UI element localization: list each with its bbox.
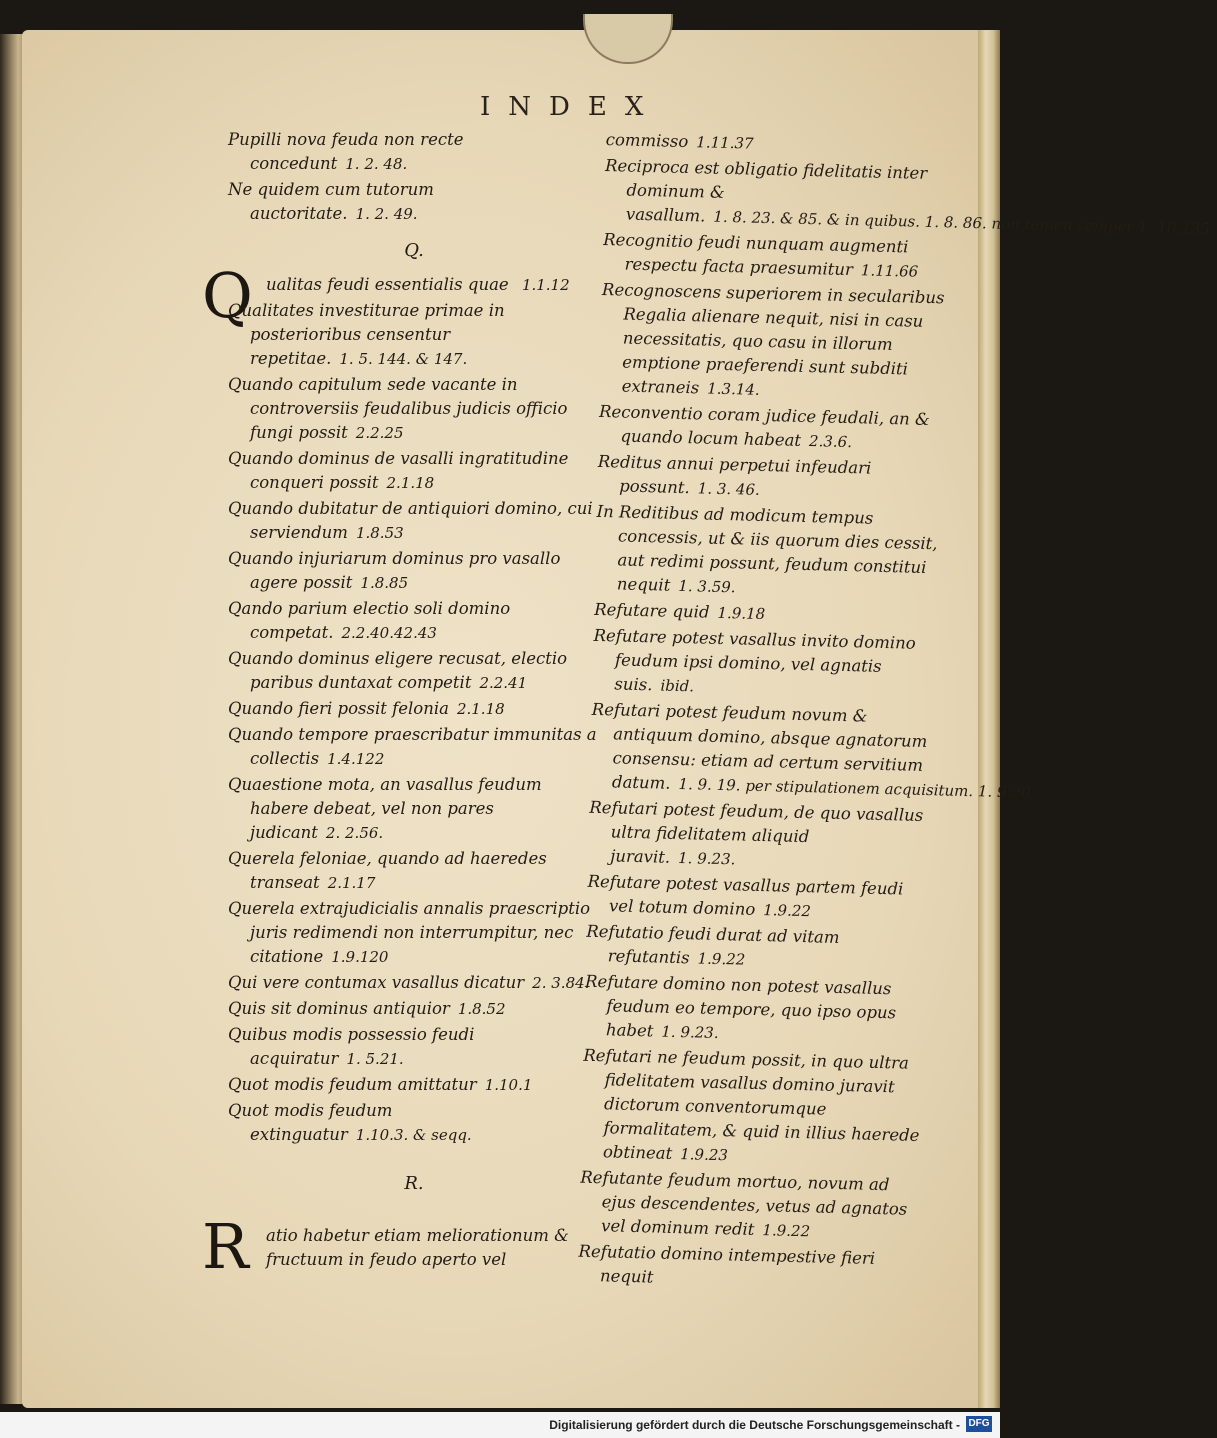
- index-entry: [578, 1240, 923, 1296]
- index-entry: [228, 897, 600, 969]
- entry-text: Refutatio domino intempestive fieri nequit: [578, 1241, 876, 1287]
- entry-text: Quot modis feudum amittatur: [228, 1075, 477, 1094]
- entry-ref: 1.4.122: [327, 750, 385, 768]
- index-entry: [228, 773, 600, 845]
- entry-ref: 1.9.18: [717, 603, 766, 624]
- index-entry: [585, 920, 930, 976]
- index-entry: [228, 971, 600, 995]
- entry-ref: 1. 3. 46.: [697, 479, 761, 499]
- index-entry: [592, 624, 938, 704]
- index-entry: [228, 299, 600, 371]
- entry-ref: 1.8.53: [355, 524, 404, 542]
- index-entry: [228, 723, 600, 771]
- index-entry: [579, 1166, 925, 1246]
- index-entry: [228, 1099, 600, 1147]
- entry-text: Reciproca est obligatio fidelitatis inter dominum & vasallum.: [604, 155, 928, 226]
- entry-ref: 2.1.18: [386, 474, 435, 492]
- entry-text: Recognitio feudi nunquam augmenti respectu facta praesumitur: [603, 229, 909, 280]
- entry-ref: 1.11.37: [696, 133, 754, 153]
- entry-text: Refutatio feudi durat ad vitam refutantis: [586, 921, 840, 968]
- entry-text: Quando dubitatur de antiquiori domino, cui serviendum: [228, 499, 593, 542]
- entry-ref: 1.11.66: [860, 261, 919, 281]
- entry-ref: 1. 3.59.: [678, 576, 736, 597]
- entry-ref: 1. 9.23.: [661, 1022, 719, 1043]
- entry-ref: 1. 9.23.: [677, 848, 736, 869]
- index-entry: [228, 597, 600, 645]
- entry-ref: 1. 5.21.: [346, 1050, 404, 1068]
- index-entry: [602, 228, 947, 284]
- entry-text: ualitas feudi essentialis quae: [266, 275, 509, 294]
- index-entry: [228, 447, 600, 495]
- entry-text: Quando fieri possit felonia: [228, 699, 449, 718]
- index-entry: [588, 796, 934, 876]
- entry-text: Refutari ne feudum possit, in quo ultra fidelitatem vasallus domino juravit dictorum conventorumque formalitatem, & quid in illius haerede obtineat: [583, 1045, 920, 1163]
- entry-ref: 1.8.52: [457, 1000, 506, 1018]
- index-entry: [595, 500, 941, 604]
- entry-ref: 1.9.22: [697, 949, 746, 969]
- entry-ref: 2.2.25: [355, 424, 404, 442]
- right-entries: [578, 128, 1215, 1296]
- entry-ref: 2.2.40.42.43: [341, 624, 437, 642]
- index-entry: [228, 128, 600, 176]
- entry-text: Qui vere contumax vasallus dicatur: [228, 973, 525, 992]
- entry-ref: 2.3.6.: [808, 432, 853, 452]
- entry-text: Recognoscens superiorem in secularibus Regalia alienare nequit, nisi in casu necessitatis, quo casu in illorum emptione praeferendi sunt subditi extraneis: [601, 279, 945, 398]
- dfg-logo-icon: DFG: [966, 1416, 992, 1432]
- entry-ref: 2.1.18: [456, 700, 505, 718]
- funding-credit: Digitalisierung gefördert durch die Deutsche Forschungsgemeinschaft -: [549, 1418, 960, 1432]
- index-entry: [228, 373, 600, 445]
- entry-ref: 1.8.85: [360, 574, 409, 592]
- entry-text: Quis sit dominus antiquior: [228, 999, 450, 1018]
- entry-text: Quando tempore praescribatur immunitas a collectis: [228, 725, 597, 768]
- page-title: INDEX: [480, 92, 662, 122]
- q-first-entry: [202, 259, 600, 332]
- entry-ref: 1. 2. 49.: [355, 205, 418, 223]
- index-entry: [228, 178, 600, 226]
- index-entry: [604, 154, 1215, 238]
- q-entries: [228, 299, 600, 1147]
- entry-text: Qando parium electio soli domino competat.: [228, 599, 511, 642]
- entry-text: In Reditibus ad modicum tempus concessis, ut & iis quorum dies cessit, aut redimi possunt, feudum constitui nequit: [596, 501, 938, 595]
- entry-text: Refutare quid: [594, 599, 710, 622]
- entry-text: Quando dominus eligere recusat, electio paribus duntaxat competit: [228, 649, 568, 692]
- entry-text: Reditus annui perpetui infeudari possunt.: [597, 451, 872, 498]
- entry-text: commisso: [605, 129, 689, 152]
- index-entry: [228, 497, 600, 545]
- entry-text: Quando injuriarum dominus pro vasallo agere possit: [228, 549, 561, 592]
- index-entry: [598, 400, 943, 456]
- entry-text: Ne quidem cum tutorum auctoritate.: [228, 180, 434, 223]
- entry-text: Refutari potest feudum, de quo vasallus ultra fidelitatem aliquid juravit.: [589, 797, 924, 867]
- entry-ref: ibid.: [660, 676, 695, 696]
- entry-text: Quando capitulum sede vacante in controversiis feudalibus judicis officio fungi possit: [228, 375, 568, 442]
- entry-ref: 1.9.23: [679, 1145, 729, 1165]
- index-entry: [228, 547, 600, 595]
- index-entry: [597, 450, 942, 506]
- entry-ref: 2.2.41: [479, 674, 528, 692]
- entry-ref: 1.9.22: [763, 901, 812, 921]
- dropcap-r: R: [202, 1210, 249, 1283]
- entry-text: Refutare domino non potest vasallus feudum eo tempore, quo ipso opus habet: [584, 971, 897, 1041]
- entry-ref: 1. 9. 19. per stipulationem acquisitum. 1. 9.20.: [678, 774, 1036, 802]
- left-top-entries: [228, 128, 600, 226]
- entry-text: Refutare potest vasallus partem feudi vel totum domino: [587, 871, 904, 919]
- entry-text: Reconventio coram judice feudali, an & quando locum habeat: [598, 401, 930, 450]
- entry-ref: 1.9.120: [331, 948, 389, 966]
- entry-text: Refutante feudum mortuo, novum ad ejus descendentes, vetus ad agnatos vel dominum redit: [580, 1167, 908, 1239]
- entry-ref: 1.9.22: [762, 1221, 811, 1241]
- dropcap-q: Q: [202, 259, 253, 332]
- entry-text: Querela feloniae, quando ad haeredes transeat: [228, 849, 547, 892]
- index-entry: [228, 647, 600, 695]
- entry-text: Querela extrajudicialis annalis praescriptio juris redimendi non interrumpitur, nec citatione: [228, 899, 591, 966]
- left-column: [202, 128, 600, 1283]
- entry-ref: 1. 5. 144. & 147.: [339, 350, 468, 368]
- entry-text: Qualitates investiturae primae in posterioribus censentur repetitae.: [228, 301, 505, 368]
- entry-text: Quaestione mota, an vasallus feudum habere debeat, vel non pares judicant: [228, 775, 542, 842]
- index-entry: [228, 997, 600, 1021]
- index-entry: [228, 697, 600, 721]
- index-entry: [228, 1073, 600, 1097]
- entry-ref: 1. 8. 23. & 85. & in quibus. 1. 8. 86. non tamen semper 1. 10.135.: [713, 207, 1215, 238]
- index-entry: [599, 278, 946, 406]
- right-column: [578, 128, 1215, 1298]
- entry-ref: 2. 3.84.: [532, 974, 590, 992]
- entry-text: Quot modis feudum extinguatur: [228, 1101, 393, 1144]
- entry-text: Pupilli nova feuda non recte concedunt: [228, 130, 464, 173]
- entry-ref: 1.10.1: [484, 1076, 533, 1094]
- entry-ref: 1.10.3. & seqq.: [355, 1126, 472, 1144]
- entry-text: Refutari potest feudum novum & antiquum domino, absque agnatorum consensu: etiam ad certum servitium datum.: [591, 699, 928, 793]
- index-entry: [587, 870, 932, 926]
- r-first-entry: [202, 1210, 600, 1283]
- entry-text: atio habetur etiam meliorationum & fructuum in feudo aperto vel: [266, 1226, 569, 1269]
- entry-ref: 2. 2.56.: [325, 824, 384, 842]
- entry-text: Refutare potest vasallus invito domino feudum ipsi domino, vel agnatis suis.: [593, 625, 916, 695]
- section-heading-r: R.: [404, 1173, 424, 1194]
- section-heading-q: Q.: [404, 240, 424, 261]
- index-entry: [584, 970, 930, 1050]
- entry-ref: 2.1.17: [327, 874, 376, 892]
- footer-bar: [0, 1412, 1000, 1438]
- index-entry: [228, 1023, 600, 1071]
- index-entry: [581, 1044, 928, 1172]
- entry-text: Quibus modis possessio feudi acquiratur: [228, 1025, 475, 1068]
- entry-ref: 1.3.14.: [707, 379, 760, 399]
- entry-text: Quando dominus de vasalli ingratitudine conqueri possit: [228, 449, 569, 492]
- entry-ref: 1. 2. 48.: [345, 155, 408, 173]
- index-entry: [228, 847, 600, 895]
- entry-ref: 1.1.12: [521, 276, 570, 294]
- index-entry: [590, 698, 1036, 802]
- book-right-edge: [978, 30, 1000, 1408]
